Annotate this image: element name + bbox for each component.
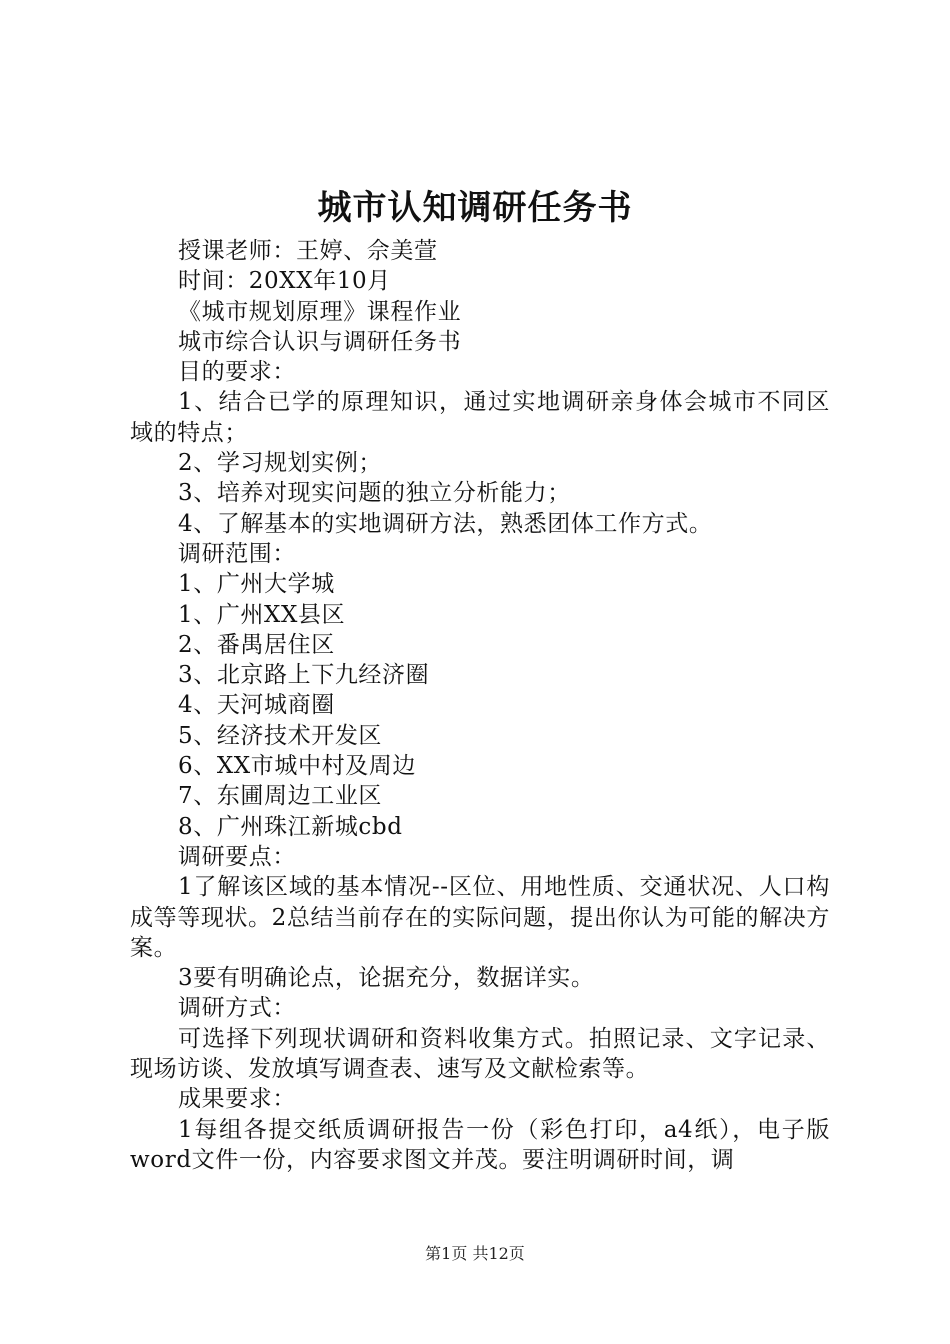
scope-item: 4、天河城商圈 <box>178 692 335 719</box>
paragraph-instructors: 授课老师：王婷、佘美萱 <box>178 238 438 264</box>
section-heading-methods: 调研方式： <box>178 995 296 1022</box>
deliverables-paragraph: 1每组各提交纸质调研报告一份（彩色打印，a4纸），电子版word文件一份，内容要求图文并茂。要注明调研时间，调 <box>130 1116 830 1173</box>
document-body <box>130 236 830 1175</box>
section-heading-deliverables: 成果要求： <box>178 1086 296 1113</box>
scope-item: 1、广州大学城 <box>178 571 335 598</box>
objective-item: 3、培养对现实问题的独立分析能力； <box>178 480 571 507</box>
objective-item: 4、了解基本的实地调研方法，熟悉团体工作方式。 <box>178 510 713 537</box>
scope-item: 8、广州珠江新城cbd <box>178 813 403 840</box>
scope-item: 6、XX市城中村及周边 <box>178 753 416 780</box>
paragraph-subtitle: 城市综合认识与调研任务书 <box>178 328 462 355</box>
objective-item: 1、结合已学的原理知识，通过实地调研亲身体会城市不同区域的特点； <box>130 389 830 446</box>
section-heading-scope: 调研范围： <box>178 540 296 567</box>
key-point-item: 1了解该区域的基本情况--区位、用地性质、交通状况、人口构成等等现状。2总结当前存在的实际问题，提出你认为可能的解决方案。 <box>130 874 830 961</box>
scope-item: 2、番禺居住区 <box>178 631 335 658</box>
section-heading-key-points: 调研要点： <box>178 843 296 870</box>
key-point-item: 3要有明确论点，论据充分，数据详实。 <box>178 965 595 992</box>
paragraph-course: 《城市规划原理》课程作业 <box>178 298 462 325</box>
scope-item: 5、经济技术开发区 <box>178 722 383 749</box>
page-number-footer: 第1页 共12页 <box>425 1244 525 1263</box>
scope-item: 7、东圃周边工业区 <box>178 783 383 810</box>
scope-item: 3、北京路上下九经济圈 <box>178 662 430 689</box>
methods-paragraph: 可选择下列现状调研和资料收集方式。拍照记录、文字记录、现场访谈、发放填写调查表、速写及文献检索等。 <box>130 1025 830 1083</box>
section-heading-objectives: 目的要求： <box>178 359 296 386</box>
objective-item: 2、学习规划实例； <box>178 450 383 477</box>
paragraph-date: 时间：20XX年10月 <box>178 268 391 295</box>
document-title: 城市认知调研任务书 <box>317 188 633 228</box>
scope-item: 1、广州XX县区 <box>178 601 346 628</box>
